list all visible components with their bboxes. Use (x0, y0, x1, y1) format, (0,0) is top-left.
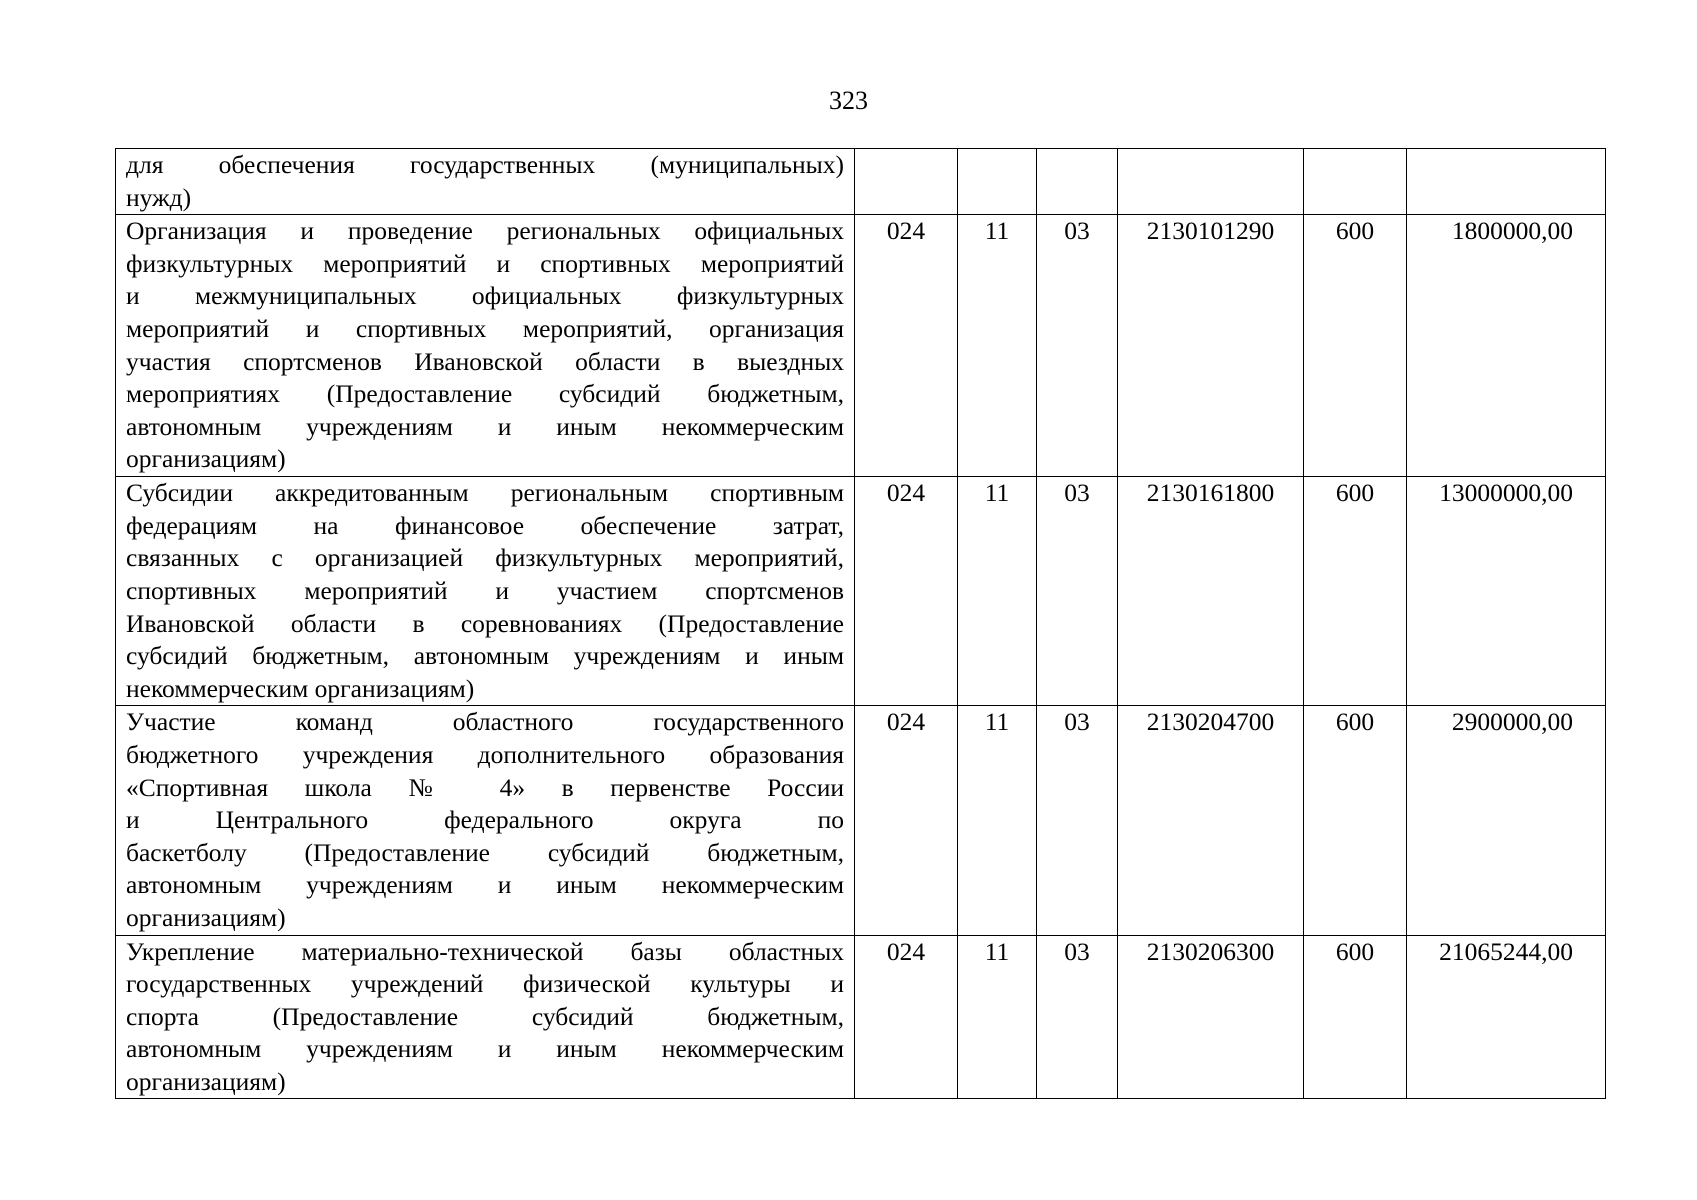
cell-description (116, 477, 855, 706)
description-line: «Спортивная школа № 4» в первенстве России (126, 772, 844, 802)
description-line: Участие команд областного государственного (126, 707, 844, 737)
cell-ministry-code (855, 149, 958, 215)
cell-target-article: 2130204700 (1118, 706, 1304, 935)
description-line: и Центрального федерального округа по (126, 805, 844, 835)
description-line: организациям) (126, 444, 286, 474)
cell-subsection-code: 03 (1037, 706, 1118, 935)
table-body (116, 149, 1606, 1099)
cell-subsection-code: 03 (1037, 215, 1118, 477)
description-line: Субсидии аккредитованным региональным спортивным (126, 478, 844, 508)
cell-amount: 1800000,00 (1407, 215, 1606, 477)
cell-subsection-code: 03 (1037, 477, 1118, 706)
cell-expense-type (1304, 149, 1407, 215)
description-line: и межмуниципальных официальных физкультурных (126, 281, 844, 311)
cell-ministry-code: 024 (855, 215, 958, 477)
description-line: некоммерческим организациям) (126, 673, 475, 703)
description-line: организациям) (126, 902, 286, 932)
description-line: баскетболу (Предоставление субсидий бюджетным, (126, 837, 844, 867)
cell-section-code: 11 (958, 477, 1037, 706)
cell-subsection-code (1037, 149, 1118, 215)
description-line: спорта (Предоставление субсидий бюджетным, (126, 1001, 844, 1031)
cell-description (116, 935, 855, 1099)
cell-ministry-code: 024 (855, 935, 958, 1099)
table-row (116, 706, 1606, 935)
description-line: субсидий бюджетным, автономным учреждениям и иным (126, 641, 844, 671)
cell-target-article: 2130161800 (1118, 477, 1304, 706)
cell-description (116, 149, 855, 215)
cell-amount: 21065244,00 (1407, 935, 1606, 1099)
cell-amount: 2900000,00 (1407, 706, 1606, 935)
table-row (116, 149, 1606, 215)
description-line: физкультурных мероприятий и спортивных мероприятий (126, 248, 844, 278)
description-line: для обеспечения государственных (муниципальных) (126, 150, 844, 179)
cell-target-article: 2130101290 (1118, 215, 1304, 477)
description-line: Ивановской области в соревнованиях (Предоставление (126, 608, 844, 638)
cell-target-article: 2130206300 (1118, 935, 1304, 1099)
description-line: мероприятий и спортивных мероприятий, организация (126, 313, 844, 343)
table-row (116, 935, 1606, 1099)
cell-expense-type: 600 (1304, 215, 1407, 477)
cell-section-code: 11 (958, 215, 1037, 477)
description-line: нужд) (126, 182, 192, 212)
description-line: мероприятиях (Предоставление субсидий бюджетным, (126, 379, 844, 409)
description-line: организациям) (126, 1066, 286, 1096)
description-line: связанных с организацией физкультурных мероприятий, (126, 543, 844, 573)
description-line: государственных учреждений физической культуры и (126, 969, 844, 999)
description-line: участия спортсменов Ивановской области в выездных (126, 346, 844, 376)
cell-description (116, 215, 855, 477)
cell-section-code (958, 149, 1037, 215)
cell-subsection-code: 03 (1037, 935, 1118, 1099)
description-line: бюджетного учреждения дополнительного образования (126, 739, 844, 769)
cell-target-article (1118, 149, 1304, 215)
description-line: автономным учреждениям и иным некоммерческим (126, 1034, 844, 1064)
description-line: федерациям на финансовое обеспечение затрат, (126, 510, 844, 540)
description-line: спортивных мероприятий и участием спортсменов (126, 575, 844, 605)
description-line: Организация и проведение региональных официальных (126, 216, 844, 246)
budget-table (115, 148, 1606, 1099)
description-line: автономным учреждениям и иным некоммерческим (126, 870, 844, 900)
description-line: автономным учреждениям и иным некоммерческим (126, 411, 844, 441)
cell-ministry-code: 024 (855, 706, 958, 935)
cell-amount (1407, 149, 1606, 215)
cell-expense-type: 600 (1304, 477, 1407, 706)
table-row (116, 215, 1606, 477)
cell-section-code: 11 (958, 706, 1037, 935)
cell-description (116, 706, 855, 935)
cell-expense-type: 600 (1304, 935, 1407, 1099)
cell-amount: 13000000,00 (1407, 477, 1606, 706)
table-row (116, 477, 1606, 706)
cell-expense-type: 600 (1304, 706, 1407, 935)
cell-ministry-code: 024 (855, 477, 958, 706)
description-line: Укрепление материально-технической базы областных (126, 936, 844, 966)
cell-section-code: 11 (958, 935, 1037, 1099)
page-number: 323 (829, 86, 868, 115)
